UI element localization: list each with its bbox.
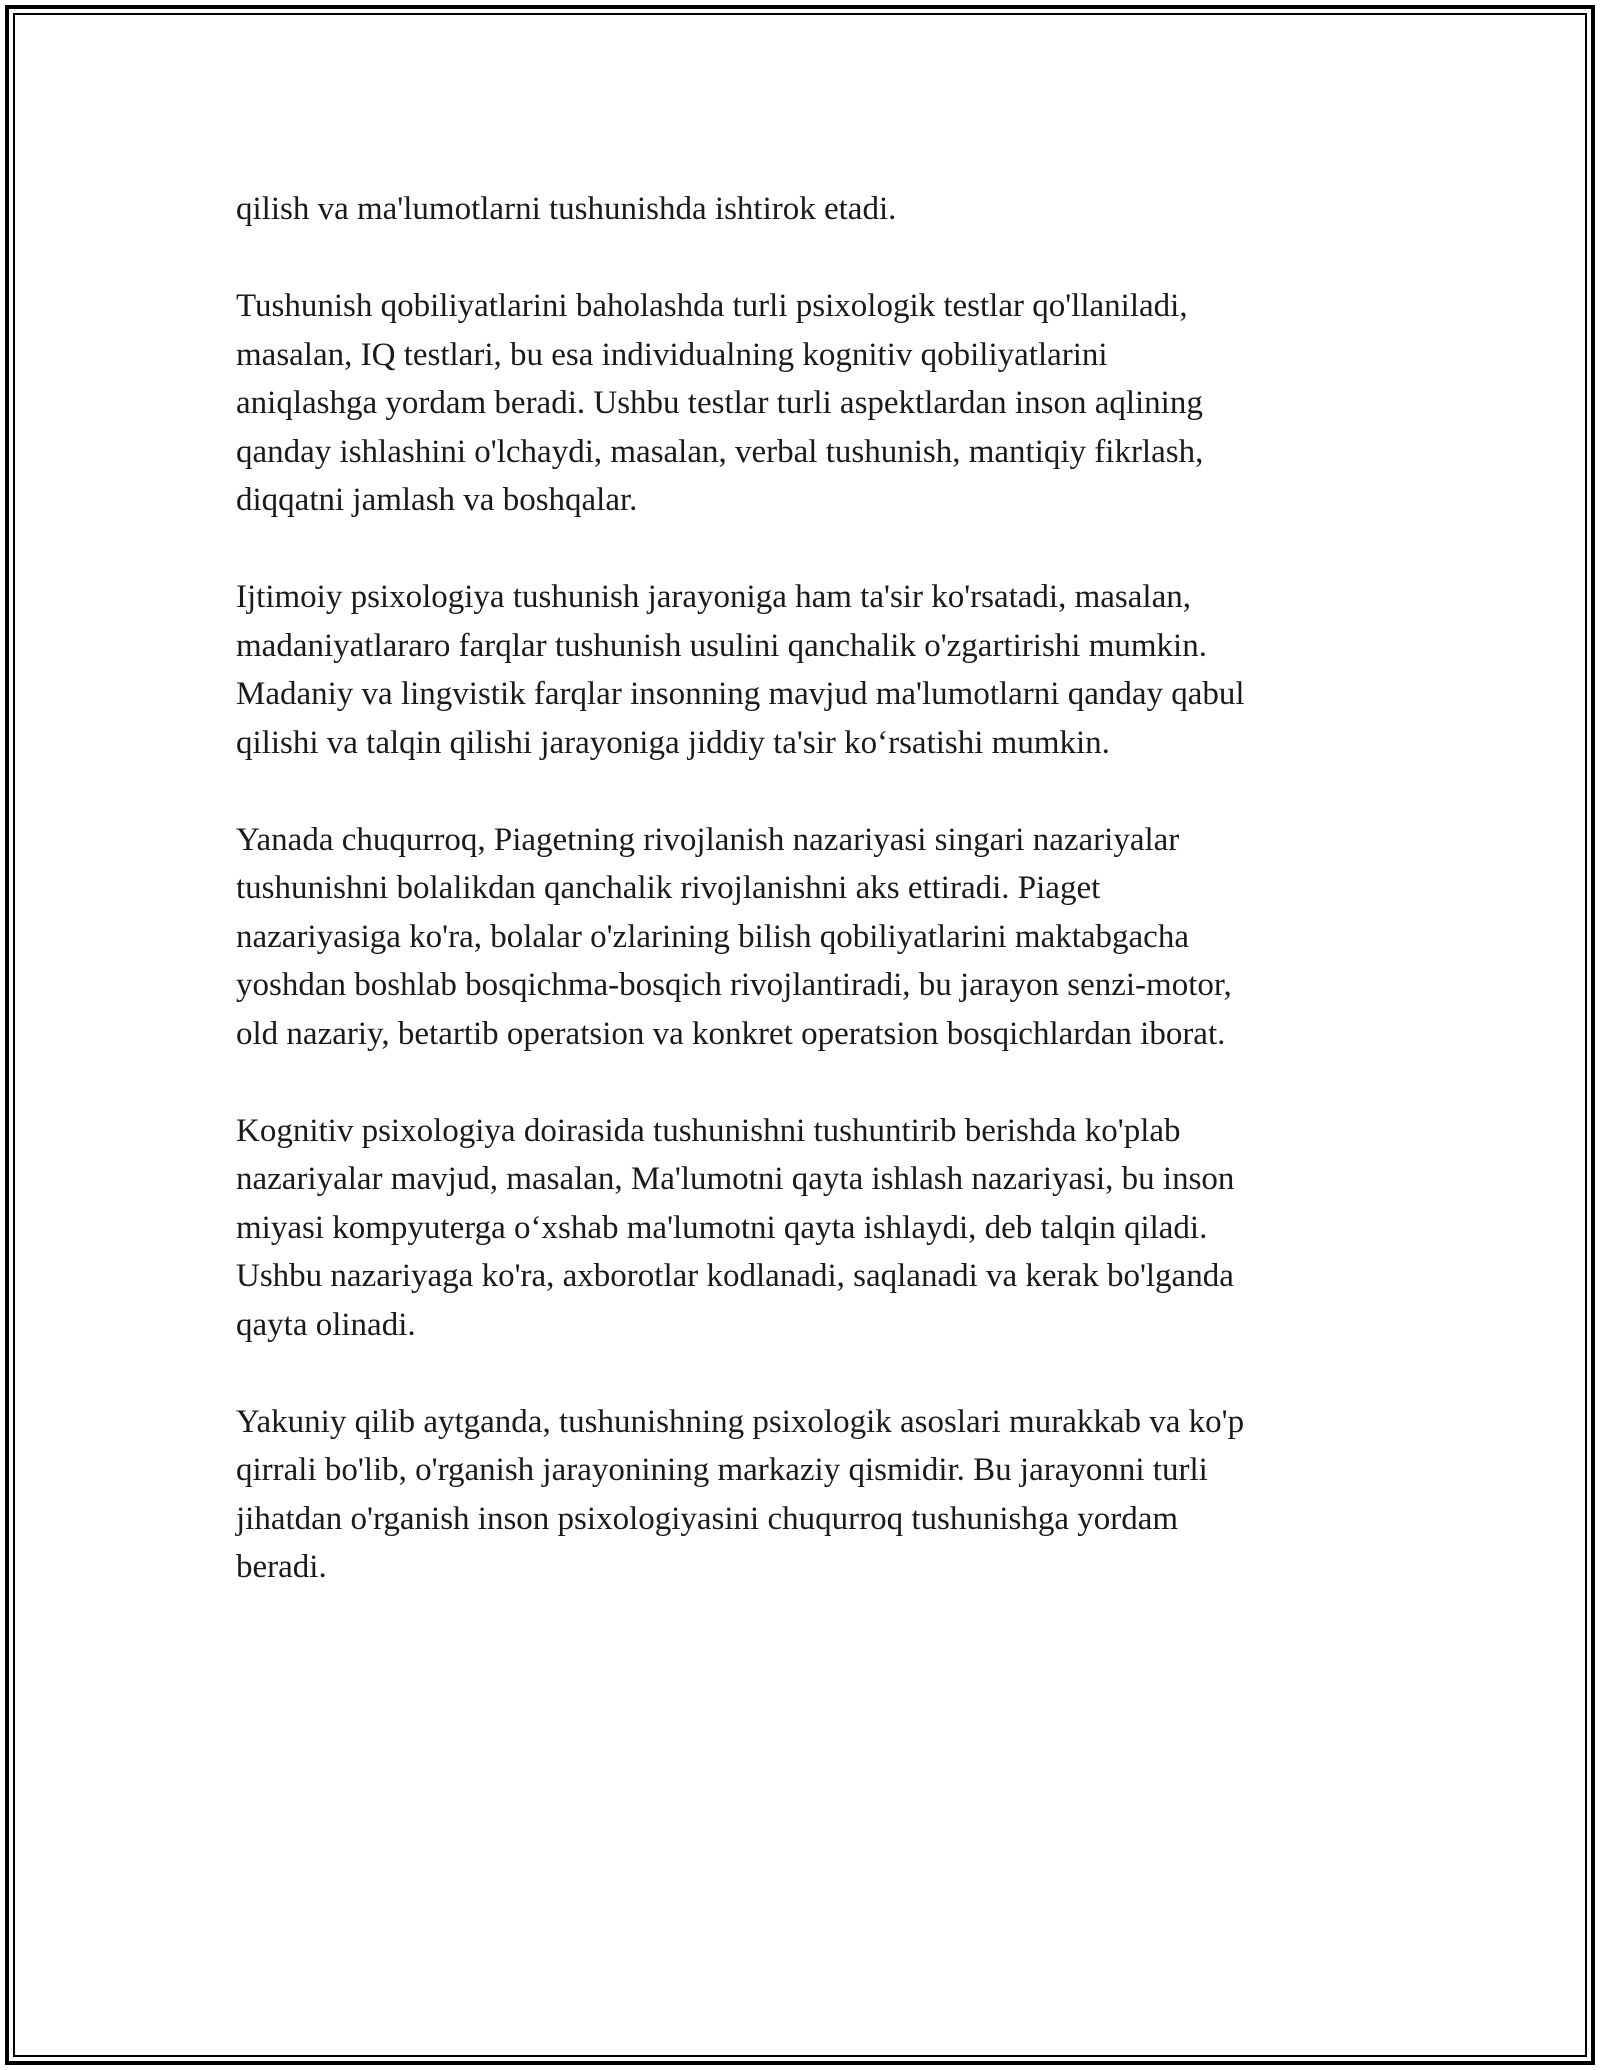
- text-line: miyasi kompyuterga o‘xshab ma'lumotni qayta ishlaydi, deb talqin qiladi.: [236, 1209, 1208, 1246]
- text-line: qilish va ma'lumotlarni tushunishda ishtirok etadi.: [236, 191, 897, 227]
- paragraph: [236, 282, 1376, 525]
- text-line: Tushunish qobiliyatlarini baholashda turli psixologik testlar qo'llaniladi,: [236, 288, 1188, 324]
- text-line: Ushbu nazariyaga ko'ra, axborotlar kodlanadi, saqlanadi va kerak bo'lganda: [236, 1258, 1234, 1294]
- text-line: jihatdan o'rganish inson psixologiyasini chuqurroq tushunishga yordam: [236, 1500, 1179, 1537]
- text-line: nazariyalar mavjud, masalan, Ma'lumotni qayta ishlash nazariyasi, bu inson: [236, 1161, 1235, 1197]
- text-line: Yanada chuqurroq, Piagetning rivojlanish nazariyasi singari nazariyalar: [236, 821, 1180, 858]
- paragraph: [236, 1107, 1376, 1350]
- text-line: old nazariy, betartib operatsion va konkret operatsion bosqichlardan iborat.: [236, 1015, 1226, 1052]
- text-line: Ijtimoiy psixologiya tushunish jarayoniga ham ta'sir ko'rsatadi, masalan,: [236, 579, 1191, 615]
- paragraph: [236, 816, 1376, 1059]
- paragraph: [236, 185, 1376, 234]
- text-line: Kognitiv psixologiya doirasida tushunishni tushuntirib berishda ko'plab: [236, 1112, 1181, 1149]
- text-line: masalan, IQ testlari, bu esa individualning kognitiv qobiliyatlarini: [236, 336, 1108, 373]
- text-line: qanday ishlashini o'lchaydi, masalan, verbal tushunish, mantiqiy fikrlash,: [236, 433, 1204, 470]
- text-line: yoshdan boshlab bosqichma-bosqich rivojlantiradi, bu jarayon senzi-motor,: [236, 967, 1232, 1003]
- text-line: qirrali bo'lib, o'rganish jarayonining markaziy qismidir. Bu jarayonni turli: [236, 1452, 1208, 1488]
- text-line: beradi.: [236, 1549, 327, 1585]
- text-line: Yakuniy qilib aytganda, tushunishning psixologik asoslari murakkab va ko'p: [236, 1403, 1245, 1440]
- paragraph: [236, 573, 1376, 767]
- text-line: madaniyatlararo farqlar tushunish usulini qanchalik o'zgartirishi mumkin.: [236, 627, 1207, 664]
- text-line: diqqatni jamlash va boshqalar.: [236, 482, 638, 518]
- text-line: aniqlashga yordam beradi. Ushbu testlar turli aspektlardan inson aqlining: [236, 385, 1203, 421]
- text-line: qilishi va talqin qilishi jarayoniga jiddiy ta'sir ko‘rsatishi mumkin.: [236, 724, 1110, 761]
- document-body: [236, 185, 1376, 1592]
- text-line: Madaniy va lingvistik farqlar insonning mavjud ma'lumotlarni qanday qabul: [236, 676, 1245, 712]
- text-line: nazariyasiga ko'ra, bolalar o'zlarining bilish qobiliyatlarini maktabgacha: [236, 918, 1189, 955]
- text-line: tushunishni bolalikdan qanchalik rivojlanishni aks ettiradi. Piaget: [236, 870, 1101, 906]
- text-line: qayta olinadi.: [236, 1306, 416, 1343]
- paragraph: [236, 1398, 1376, 1592]
